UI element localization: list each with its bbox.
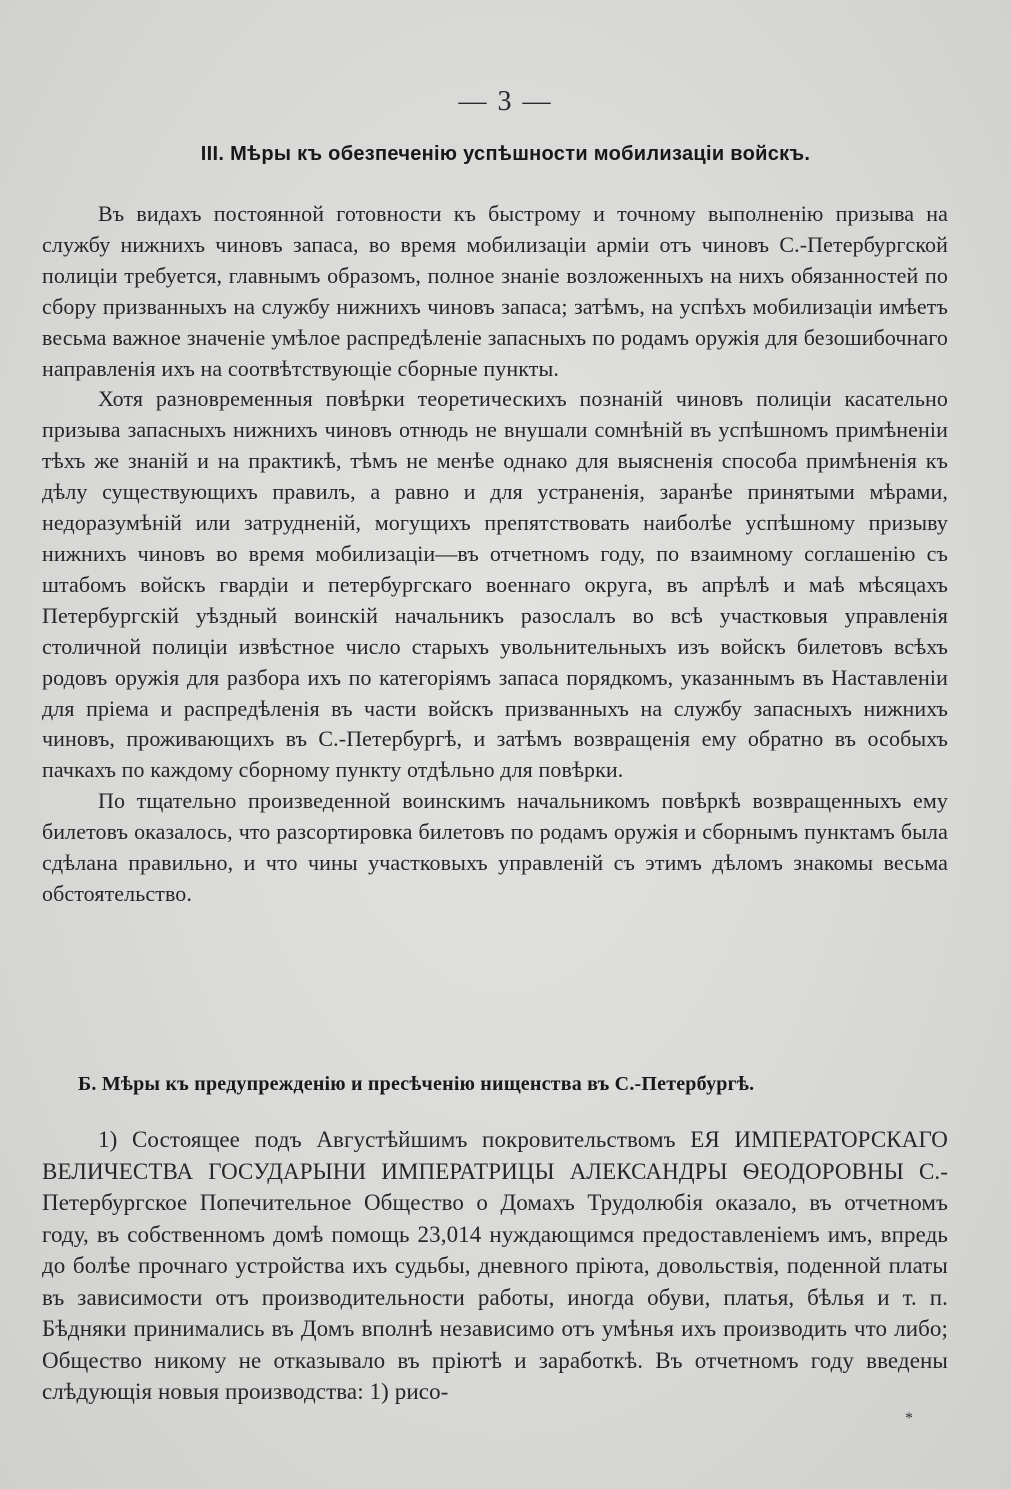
signature-mark: * — [905, 1410, 913, 1427]
paragraph: Въ видахъ постоянной готовности къ быстрому и точному выполненію призыва на службу нижнихъ чиновъ запаса, во время мобилизаціи арміи отъ чиновъ С.-Петербургской полиціи требуется, главнымъ образомъ, полное знаніе возложенныхъ на нихъ обязанностей по сбору призванныхъ на службу нижнихъ чиновъ запаса; затѣмъ, на успѣхъ мобилизаціи имѣетъ весьма важное значеніе умѣлое распредѣленіе запасныхъ по родамъ оружія для безошибочнаго направленія ихъ на соотвѣтствующіе сборные пункты. — [42, 201, 948, 381]
page-number: — 3 — — [458, 86, 553, 117]
section-title: III. Мѣры къ обезпеченію успѣшности мобилизаціи войскъ. — [200, 143, 811, 165]
paragraph: Хотя разновременныя повѣрки теоретическихъ познаній чиновъ полиціи касательно призыва запасныхъ нижнихъ чиновъ отнюдь не внушали сомнѣній въ успѣшномъ примѣненіи тѣхъ же знаній и на практикѣ, тѣмъ не менѣе однако для выясненія способа примѣненія къ дѣлу существующихъ правилъ, а равно и для устраненія, заранѣе принятыми мѣрами, недоразумѣній или затрудненій, могущихъ препятствовать наиболѣе успѣшному призыву нижнихъ чиновъ во время мобилизаціи—въ отчетномъ году, по взаимному соглашенію съ штабомъ войскъ гвардіи и петербургскаго военнаго округа, въ апрѣлѣ и маѣ мѣсяцахъ Петербургскій уѣздный воинскій начальникъ разослалъ во всѣ участковыя управленія столичной полиціи извѣстное число старыхъ увольнительныхъ изъ войскъ билетовъ всѣхъ родовъ оружія для разбора ихъ по категоріямъ запаса порядкомъ, указаннымъ въ Наставленіи для пріема и распредѣленія въ части войскъ призванныхъ на службу запасныхъ нижнихъ чиновъ, проживающихъ въ С.-Петербургѣ, и затѣмъ возвращенія ему обратно въ особыхъ пачкахъ по каждому сборному пункту отдѣльно для повѣрки. — [42, 386, 948, 783]
subsection-body — [42, 1124, 948, 1408]
paragraph: По тщательно произведенной воинскимъ начальникомъ повѣркѣ возвращенныхъ ему билетовъ оказалось, что разсортировка билетовъ по родамъ оружія и сборнымъ пунктамъ была сдѣлана правильно, и что чины участковыхъ управленій съ этимъ дѣломъ знакомы весьма обстоятельство. — [42, 788, 948, 906]
subsection-title: Б. Мѣры къ предупрежденію и пресѣченію нищенства въ С.-Петербургѣ. — [78, 1073, 755, 1095]
section-body — [42, 199, 948, 910]
paragraph: 1) Состоящее подъ Августѣйшимъ покровительствомъ ЕЯ ИМПЕРАТОРСКАГО ВЕЛИЧЕСТВА ГОСУДАРЫНИ ИМПЕРАТРИЦЫ АЛЕКСАНДРЫ ѲЕОДОРОВНЫ С.-Петербургское Попечительное Общество о Домахъ Трудолюбія оказало, въ отчетномъ году, въ собственномъ домѣ помощь 23,014 нуждающимся предоставленіемъ имъ, впредь до болѣе прочнаго устройства ихъ судьбы, дневного пріюта, довольствія, поденной платы въ зависимости отъ производительности работы, иногда обуви, платья, бѣлья и т. п. Бѣдняки принимались въ Домъ вполнѣ независимо отъ умѣнья ихъ производить что либо; Общество никому не отказывало въ пріютѣ и заработкѣ. Въ отчетномъ году введены слѣдующія новыя производства: 1) рисо- — [42, 1127, 948, 1404]
